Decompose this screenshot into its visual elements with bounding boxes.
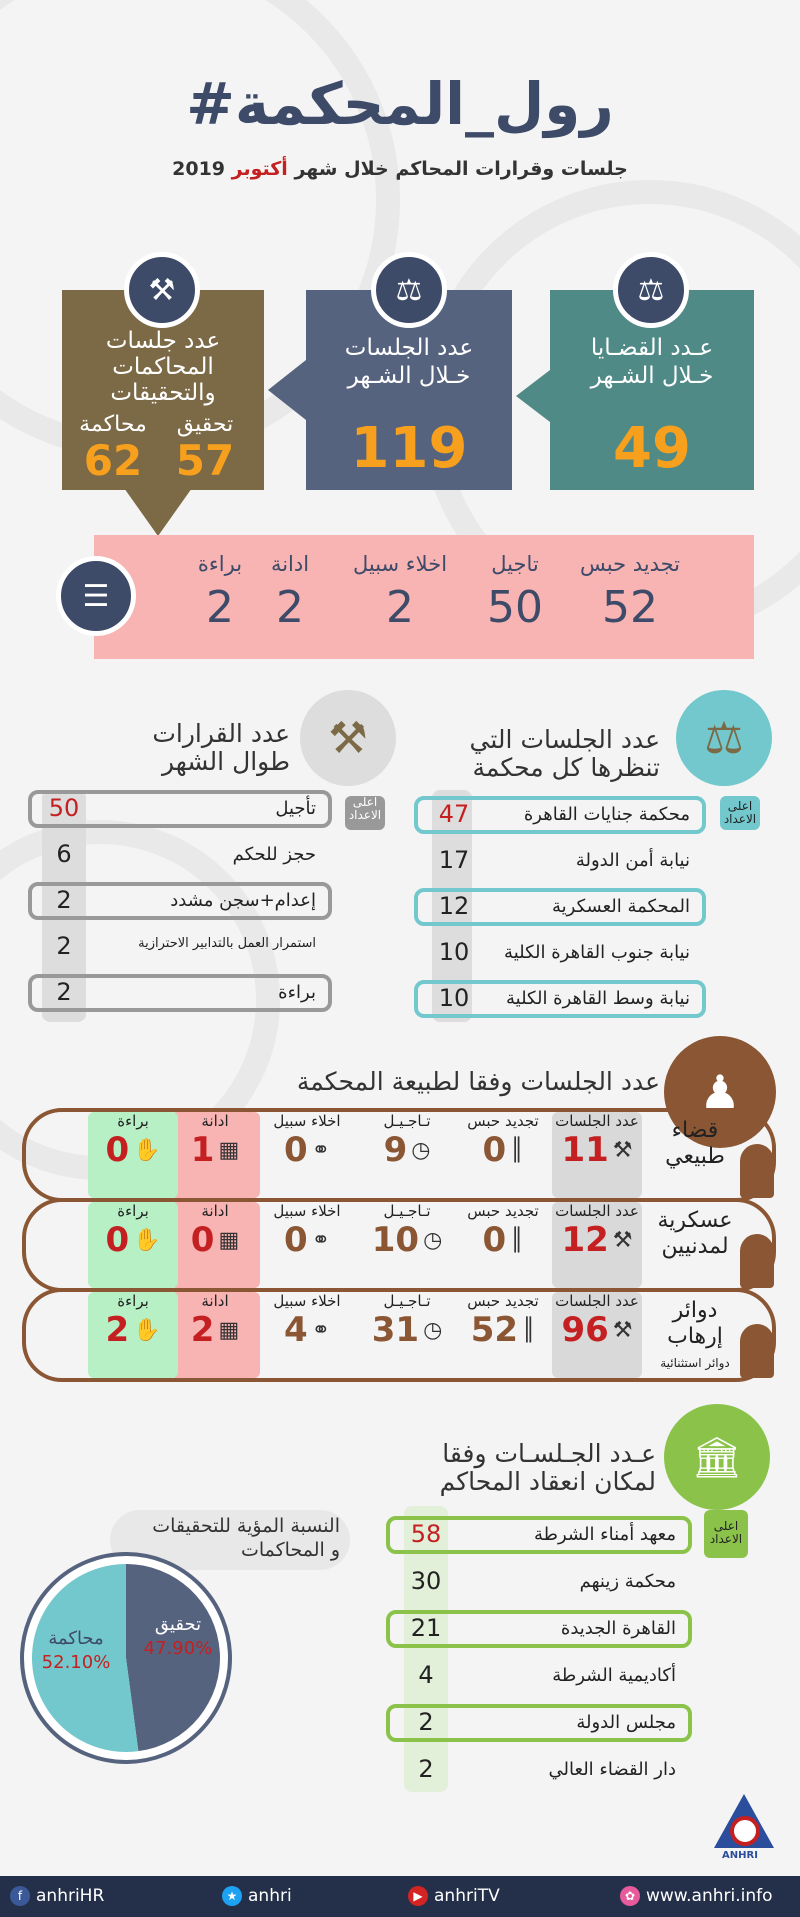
list-item <box>386 1657 692 1695</box>
cell-value-wrap <box>552 1130 642 1170</box>
row-label: استمرار العمل بالتدابير الاحترازية <box>138 936 316 951</box>
cell-value-wrap <box>262 1220 352 1260</box>
cell-icon: ⚭ <box>311 1317 331 1343</box>
nature-row-name: عسكرية <box>657 1208 733 1233</box>
cell-icon: ✋ <box>133 1227 161 1253</box>
person-icon <box>740 1324 774 1378</box>
cell-value-wrap <box>262 1310 352 1350</box>
renew-detention-stat <box>565 552 695 633</box>
row-label: نيابة وسط القاهرة الكلية <box>505 988 690 1009</box>
row-value: 2 <box>56 886 72 914</box>
cell-label: اخلاء سبيل <box>273 1112 341 1130</box>
list-item <box>414 888 706 926</box>
row-value: 30 <box>410 1567 442 1595</box>
cell-label: عدد الجلسات <box>555 1112 639 1130</box>
cell-value: 0 <box>283 1220 308 1260</box>
cell-icon: ⚒ <box>612 1137 633 1163</box>
nature-cell-release <box>262 1292 352 1378</box>
nature-cell-release <box>262 1202 352 1288</box>
cell-value: 9 <box>383 1130 408 1170</box>
investigation-value: 57 <box>175 436 235 485</box>
stat-value: 2 <box>206 582 234 633</box>
stat-value: 52 <box>602 582 658 633</box>
row-label: نيابة جنوب القاهرة الكلية <box>504 942 690 963</box>
list-item <box>386 1610 692 1648</box>
nature-cell-postpone <box>362 1292 452 1378</box>
nature-row-name: طبيعي <box>665 1144 725 1169</box>
cell-value: 1 <box>190 1130 215 1170</box>
stat-label: اخلاء سبيل <box>352 552 448 576</box>
nature-cell-convict <box>170 1202 260 1288</box>
nature-cell-sessions <box>552 1292 642 1378</box>
cell-icon: ✋ <box>133 1137 161 1163</box>
nature-cell-release <box>262 1112 352 1198</box>
list-item <box>386 1563 692 1601</box>
subtitle-text: جلسات وقرارات المحاكم خلال شهر <box>287 158 628 180</box>
nature-cell-sessions <box>552 1112 642 1198</box>
stat-label: براءة <box>197 552 243 576</box>
cell-label: تـاجـيـل <box>383 1292 431 1310</box>
cell-value: 0 <box>482 1130 507 1170</box>
sessions-label: عدد الجلسات <box>344 335 474 361</box>
cell-icon: ▦ <box>218 1227 240 1253</box>
nature-cell-convict <box>170 1112 260 1198</box>
row-value: 12 <box>438 892 470 920</box>
cell-label: ادانة <box>201 1292 229 1310</box>
sessions-label-2: خـلال الشـهر <box>347 363 471 389</box>
trial-value: 62 <box>83 436 143 485</box>
pie-value-investigation: 47.90% <box>143 1638 213 1659</box>
list-item <box>414 842 706 880</box>
heading-line: عدد الجلسات التي <box>469 725 660 754</box>
cell-icon: ⚭ <box>311 1137 331 1163</box>
split-label-2: المحاكمات <box>112 354 214 380</box>
nature-row-name: لمدنيين <box>661 1234 729 1259</box>
pie-label-investigation: تحقيق <box>154 1614 202 1635</box>
footer-link-text: anhriHR <box>36 1886 105 1906</box>
twitter-icon: ★ <box>222 1886 242 1906</box>
row-value: 21 <box>410 1614 442 1642</box>
people-group-icon: ♟ <box>664 1036 776 1148</box>
row-value: 4 <box>418 1661 434 1689</box>
anhri-logo <box>704 1794 776 1866</box>
cell-label: براءة <box>117 1292 149 1310</box>
cell-value: 2 <box>190 1310 215 1350</box>
cell-label: براءة <box>117 1202 149 1220</box>
row-label: محكمة زينهم <box>579 1571 676 1592</box>
sessions-value: 119 <box>350 416 468 481</box>
cell-value: 4 <box>283 1310 308 1350</box>
stat-value: 2 <box>386 582 414 633</box>
cases-label-2: خـلال الشـهر <box>590 363 714 389</box>
footer-link-text: www.anhri.info <box>646 1886 773 1906</box>
facebook-icon: f <box>10 1886 30 1906</box>
nature-row-name: إرهاب <box>667 1324 723 1349</box>
cell-value: 11 <box>561 1130 609 1170</box>
nature-row-name: دوائر استثنائية <box>660 1356 730 1370</box>
cell-value: 10 <box>371 1220 420 1260</box>
list-item <box>28 836 332 874</box>
nature-cell-acquit <box>88 1202 178 1288</box>
arrow-pointer <box>124 488 192 536</box>
cell-value: 31 <box>371 1310 420 1350</box>
cell-label: عدد الجلسات <box>555 1202 639 1220</box>
cell-label: تجديد حبس <box>467 1292 539 1310</box>
cell-icon: ⚒ <box>612 1227 633 1253</box>
nature-row-title <box>640 1208 750 1260</box>
list-item <box>386 1704 692 1742</box>
nature-row-title <box>640 1298 750 1376</box>
cell-value: 2 <box>105 1310 130 1350</box>
gavel-icon: ⚒ <box>300 690 396 786</box>
cell-value-wrap <box>170 1220 260 1260</box>
cell-value-wrap <box>362 1130 452 1170</box>
scales-icon: ⚖ <box>676 690 772 786</box>
clipboard-icon: ☰ <box>56 556 136 636</box>
cell-icon: ║ <box>510 1137 524 1163</box>
cell-value-wrap <box>458 1220 548 1260</box>
cell-value: 0 <box>482 1220 507 1260</box>
courts-heading <box>380 726 660 782</box>
nature-cell-acquit <box>88 1292 178 1378</box>
cell-icon: ▦ <box>218 1137 240 1163</box>
youtube-icon: ▶ <box>408 1886 428 1906</box>
cell-label: تجديد حبس <box>467 1202 539 1220</box>
youtube-link[interactable] <box>408 1886 500 1906</box>
acquittal-stat <box>185 552 255 633</box>
footer-bar <box>0 1876 800 1917</box>
row-label: دار القضاء العالي <box>548 1759 676 1780</box>
venues-heading <box>380 1440 656 1496</box>
cell-value-wrap <box>262 1130 352 1170</box>
split-label: عدد جلسات <box>105 328 221 354</box>
cell-icon: ✋ <box>133 1317 161 1343</box>
page-title: #رول_المحكمة <box>186 70 614 138</box>
page-subtitle <box>0 158 800 180</box>
cell-value: 0 <box>283 1130 308 1170</box>
building-icon: 🏛 <box>664 1404 770 1510</box>
cell-value-wrap <box>458 1310 548 1350</box>
heading-line: عدد القرارات <box>152 719 290 748</box>
postpone-stat <box>465 552 565 633</box>
cell-value: 0 <box>190 1220 215 1260</box>
arrow-pointer <box>516 370 550 422</box>
top-counts-tag: اعلى الاعداد <box>704 1510 748 1558</box>
list-item <box>28 928 332 966</box>
list-item <box>28 790 332 828</box>
nature-cell-sessions <box>552 1202 642 1288</box>
nature-cell-convict <box>170 1292 260 1378</box>
person-icon <box>740 1144 774 1198</box>
document-scale-icon: ⚖ <box>613 252 689 328</box>
release-stat <box>335 552 465 633</box>
row-value: 2 <box>418 1708 434 1736</box>
cell-label: عدد الجلسات <box>555 1292 639 1310</box>
row-value: 2 <box>56 932 72 960</box>
arrow-pointer <box>268 360 306 420</box>
top-counts-tag: اعلى الاعداد <box>720 796 760 830</box>
list-item <box>386 1516 692 1554</box>
list-item <box>414 796 706 834</box>
decisions-heading <box>110 720 290 776</box>
stat-value: 50 <box>487 582 543 633</box>
facebook-link[interactable] <box>10 1886 104 1906</box>
cell-value: 0 <box>105 1130 130 1170</box>
cell-label: ادانة <box>201 1112 229 1130</box>
cell-value-wrap <box>170 1130 260 1170</box>
nature-row-title <box>640 1118 750 1170</box>
cell-icon: ◷ <box>423 1227 443 1253</box>
row-label: نيابة أمن الدولة <box>575 850 690 871</box>
list-item <box>28 882 332 920</box>
row-label: تأجيل <box>275 798 316 819</box>
pie-value-trial: 52.10% <box>41 1652 111 1673</box>
cell-icon: ⚭ <box>311 1227 331 1253</box>
conviction-stat <box>255 552 325 633</box>
stat-value: 2 <box>276 582 304 633</box>
cell-label: براءة <box>117 1112 149 1130</box>
nature-row-name: دوائر <box>672 1298 718 1323</box>
cell-label: تـاجـيـل <box>383 1202 431 1220</box>
row-value: 6 <box>56 840 72 868</box>
gavel-icon: ⚒ <box>124 252 200 328</box>
cell-icon: ║ <box>522 1317 536 1343</box>
cell-icon: ⚒ <box>612 1317 633 1343</box>
scale-icon: ⚖ <box>371 252 447 328</box>
cell-value: 0 <box>105 1220 130 1260</box>
nature-heading: عدد الجلسات وفقا لطبيعة المحكمة <box>296 1067 660 1096</box>
cell-value-wrap <box>88 1310 178 1350</box>
person-icon <box>740 1234 774 1288</box>
row-value: 58 <box>410 1520 442 1548</box>
cell-icon: ▦ <box>218 1317 240 1343</box>
row-label: مجلس الدولة <box>576 1712 676 1733</box>
heading-line-2: و المحاكمات <box>240 1539 340 1561</box>
logo-text: ANHRI <box>722 1850 758 1861</box>
cell-label: اخلاء سبيل <box>273 1202 341 1220</box>
footer-link-text: anhri <box>248 1886 292 1906</box>
list-item <box>414 980 706 1018</box>
heading-line-2: طوال الشهر <box>161 747 290 776</box>
cell-label: اخلاء سبيل <box>273 1292 341 1310</box>
row-value: 10 <box>438 984 470 1012</box>
website-link[interactable] <box>620 1886 773 1906</box>
stat-label: ادانة <box>270 552 310 576</box>
cell-label: ادانة <box>201 1202 229 1220</box>
cell-value-wrap <box>552 1310 642 1350</box>
nature-cell-acquit <box>88 1112 178 1198</box>
heading-line-2: تنظرها كل محكمة <box>472 753 660 782</box>
row-value: 50 <box>48 794 80 822</box>
heading-line-2: لمكان انعقاد المحاكم <box>439 1467 656 1496</box>
subtitle-month: أكتوبر <box>231 158 288 180</box>
row-label: براءة <box>278 982 316 1003</box>
heading-line: عـدد الجـلسـات وفقا <box>442 1439 656 1468</box>
nature-cell-postpone <box>362 1202 452 1288</box>
pie-label-trial: محاكمة <box>48 1628 104 1649</box>
row-label: أكاديمية الشرطة <box>552 1665 676 1686</box>
list-item <box>386 1751 692 1789</box>
cell-value: 52 <box>470 1310 519 1350</box>
nature-cell-postpone <box>362 1112 452 1198</box>
cell-value-wrap <box>170 1310 260 1350</box>
subtitle-year: 2019 <box>172 158 232 180</box>
nature-cell-renew <box>458 1292 548 1378</box>
cell-value: 12 <box>561 1220 609 1260</box>
row-label: إعدام+سجن مشدد <box>170 890 316 911</box>
row-value: 2 <box>56 978 72 1006</box>
row-value: 10 <box>438 938 470 966</box>
list-item <box>28 974 332 1012</box>
row-label: المحكمة العسكرية <box>552 896 690 917</box>
web-icon: ✿ <box>620 1886 640 1906</box>
top-counts-tag: اعلى الاعداد <box>345 796 385 830</box>
cell-value-wrap <box>552 1220 642 1260</box>
heading-line: النسبة المؤية للتحقيقات <box>152 1515 340 1537</box>
logo-circle <box>730 1816 760 1846</box>
nature-cell-renew <box>458 1202 548 1288</box>
twitter-link[interactable] <box>222 1886 292 1906</box>
stat-label: تاجيل <box>491 552 539 576</box>
row-label: القاهرة الجديدة <box>560 1618 676 1639</box>
cell-value-wrap <box>362 1310 452 1350</box>
row-label: معهد أمناء الشرطة <box>534 1524 676 1545</box>
cell-value: 96 <box>561 1310 609 1350</box>
trial-label: محاكمة <box>79 412 147 437</box>
row-value: 47 <box>438 800 470 828</box>
cell-value-wrap <box>88 1130 178 1170</box>
cell-icon: ◷ <box>411 1137 431 1163</box>
list-item <box>414 934 706 972</box>
stat-label: تجديد حبس <box>579 552 681 576</box>
investigation-label: تحقيق <box>176 412 234 437</box>
cell-label: تـاجـيـل <box>383 1112 431 1130</box>
cases-value: 49 <box>613 416 691 481</box>
cell-value-wrap <box>362 1220 452 1260</box>
cell-label: تجديد حبس <box>467 1112 539 1130</box>
cell-value-wrap <box>458 1130 548 1170</box>
cell-value-wrap <box>88 1220 178 1260</box>
nature-row-name: قضاء <box>671 1118 719 1143</box>
nature-cell-renew <box>458 1112 548 1198</box>
cell-icon: ║ <box>510 1227 524 1253</box>
row-value: 17 <box>438 846 470 874</box>
split-label-3: والتحقيقات <box>110 380 216 406</box>
cell-icon: ◷ <box>423 1317 443 1343</box>
row-label: محكمة جنايات القاهرة <box>523 804 690 825</box>
row-label: حجز للحكم <box>232 844 316 865</box>
row-value: 2 <box>418 1755 434 1783</box>
footer-link-text: anhriTV <box>434 1886 500 1906</box>
cases-label: عـدد القضـايا <box>590 335 714 361</box>
